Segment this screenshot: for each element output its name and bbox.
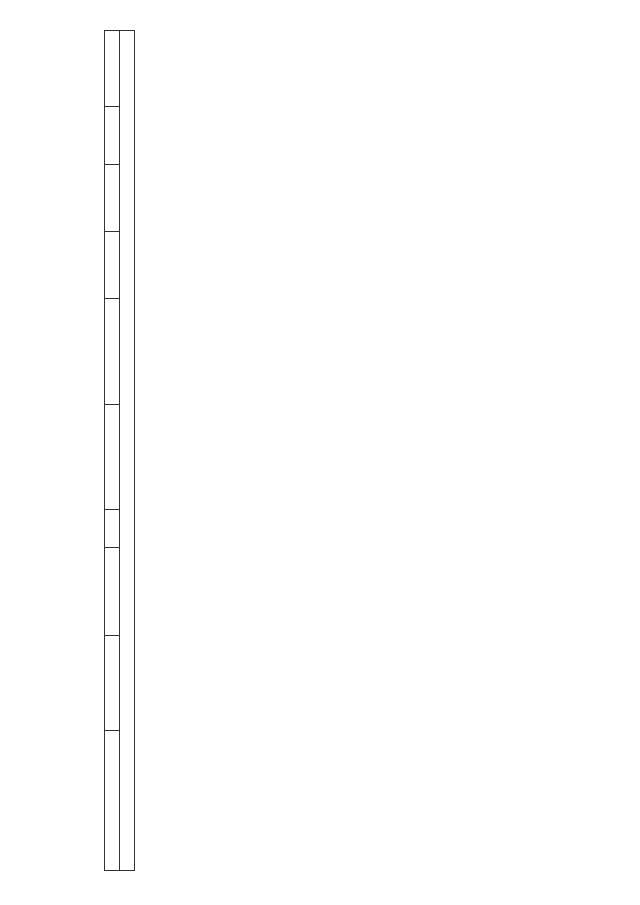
- section-title: [120, 31, 135, 871]
- header-cell: [105, 548, 120, 636]
- header-cell: [105, 232, 120, 299]
- section-title-row: [120, 31, 135, 871]
- header-cell: [105, 405, 120, 510]
- header-row: [105, 31, 120, 871]
- header-cell: [105, 31, 120, 107]
- header-cell: [105, 510, 120, 548]
- budget-table: [104, 30, 135, 871]
- header-cell: [105, 165, 120, 232]
- header-cell: [105, 299, 120, 405]
- header-cell: [105, 636, 120, 731]
- header-cell: [105, 107, 120, 165]
- header-cell: [105, 731, 120, 871]
